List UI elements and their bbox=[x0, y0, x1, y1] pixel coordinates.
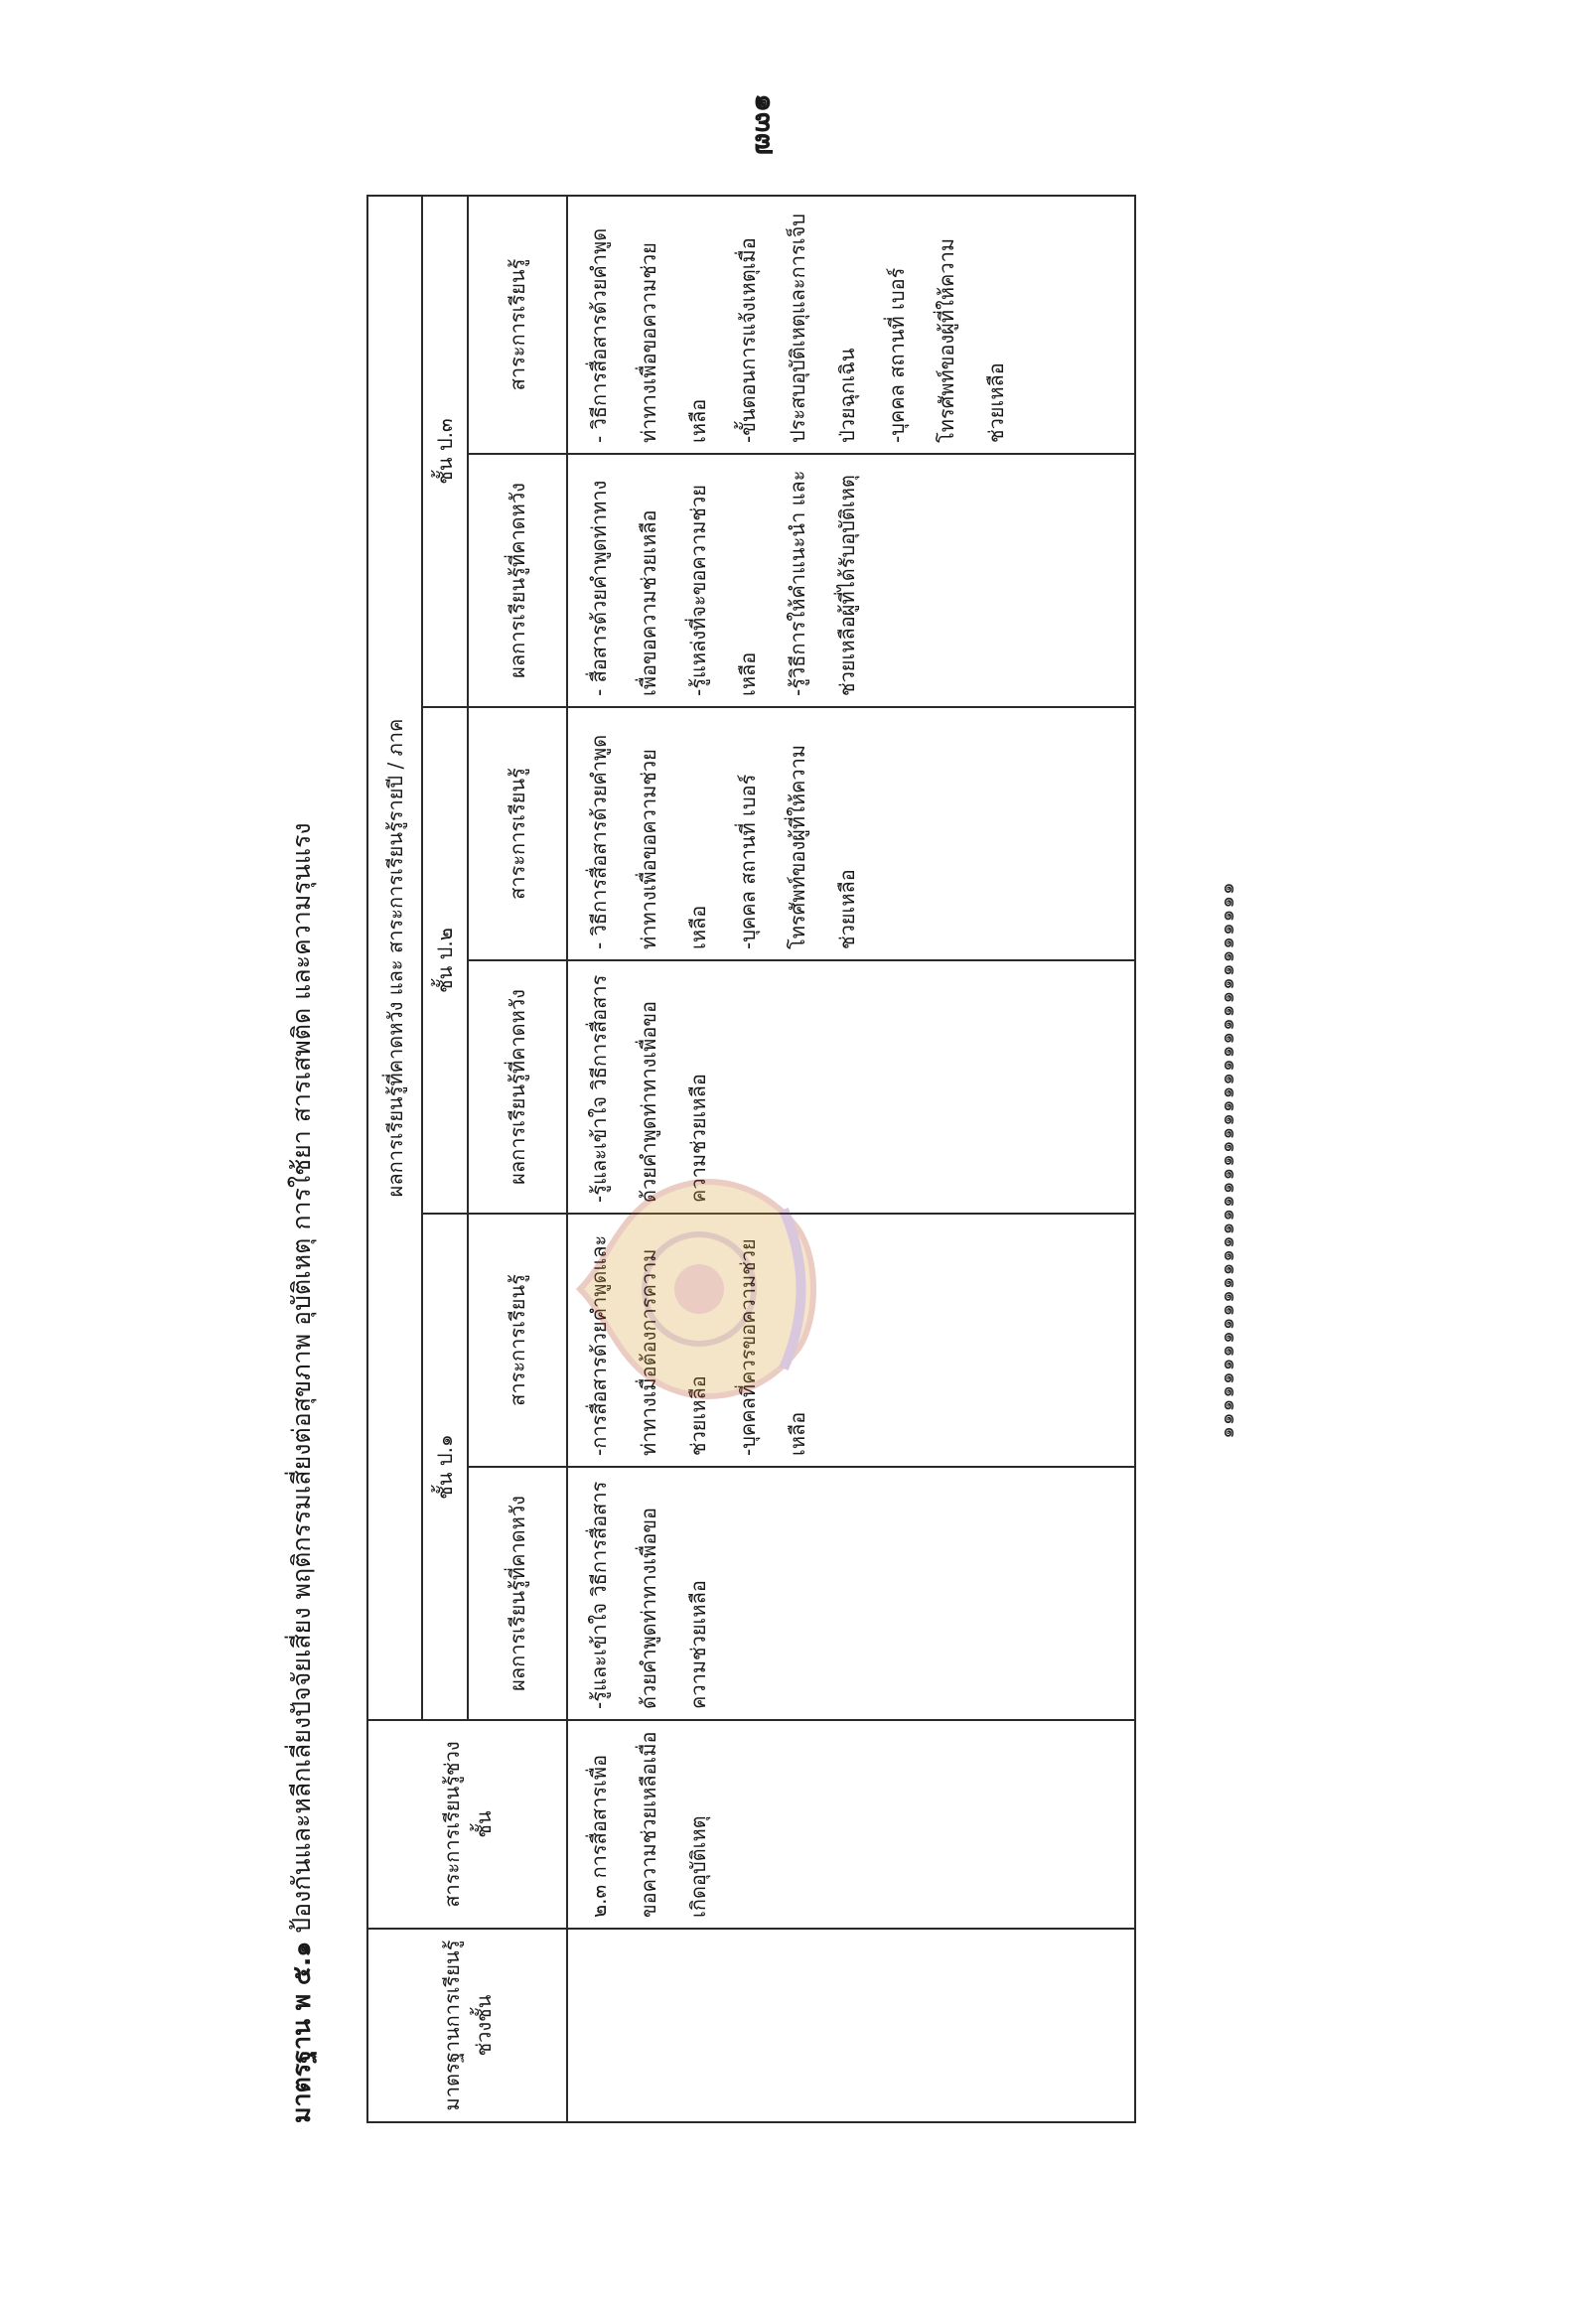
cell-standard bbox=[567, 1929, 1135, 2122]
header-p3-outcome: ผลการเรียนรู้ที่คาดหวัง bbox=[468, 454, 567, 707]
header-grade-p2: ชั้น ป.๒ bbox=[422, 707, 468, 1214]
page-number: ๑๓๗ bbox=[748, 92, 783, 156]
standard-label: มาตรฐาน พ ๕.๑ bbox=[287, 1941, 316, 2123]
standard-description: ป้องกันและหลีกเลี่ยงปัจจัยเสี่ยง พฤติกรรมเสี่ยงต่อสุขภาพ อุบัติเหตุ การใช้ยา สารเสพติด และความรุนแรง bbox=[287, 822, 316, 1934]
header-p1-content: สาระการเรียนรู้ bbox=[468, 1214, 567, 1467]
cell-p3-content: - วิธีการสื่อสารด้วยคำพูด ท่าทางเพื่อขอความช่วยเหลือ -ขั้นตอนการแจ้งเหตุเมื่อประสบอุบัติเหตุและการเจ็บป่วยฉุกเฉิน -บุคคล สถานที่ เบอร์โทรศัพท์ของผู้ที่ให้ความช่วยเหลือ bbox=[567, 196, 1135, 454]
document-body bbox=[252, 197, 1345, 2123]
cell-p1-content: -การสื่อสารด้วยคำพูดและท่าทางเมื่อต้องการความช่วยเหลือ -บุคคลที่ควรขอความช่วยเหลือ bbox=[567, 1214, 1135, 1467]
header-p1-outcome: ผลการเรียนรู้ที่คาดหวัง bbox=[468, 1467, 567, 1720]
header-standard: มาตรฐานการเรียนรู้ช่วงชั้น bbox=[367, 1929, 567, 2122]
footer-digit-line: ๑๑๑๑๑๑๑๑๑๑๑๑๑๑๑๑๑๑๑๑๑๑๑๑๑๑๑๑๑๑๑๑๑๑๑๑๑๑๑๑๑ bbox=[1215, 881, 1238, 1439]
header-grade-p1: ชั้น ป.๑ bbox=[422, 1214, 468, 1720]
curriculum-table-container bbox=[366, 197, 1136, 2123]
page-heading bbox=[272, 197, 332, 2123]
cell-p2-outcome: -รู้และเข้าใจ วิธีการสื่อสารด้วยคำพูดท่าทางเพื่อขอความช่วยเหลือ bbox=[567, 960, 1135, 1214]
table-row bbox=[567, 196, 1135, 2122]
cell-p1-outcome: -รู้และเข้าใจ วิธีการสื่อสารด้วยคำพูดท่าทางเพื่อขอความช่วยเหลือ bbox=[567, 1467, 1135, 1720]
header-p2-outcome: ผลการเรียนรู้ที่คาดหวัง bbox=[468, 960, 567, 1214]
header-p3-content: สาระการเรียนรู้ bbox=[468, 196, 567, 454]
cell-p3-outcome: - สื่อสารด้วยคำพูดท่าทางเพื่อขอความช่วยเหลือ -รู้แหล่งที่จะขอความช่วยเหลือ -รู้วิธีการให้คำแนะนำ และช่วยเหลือผู้ที่ได้รับอุบัติเหตุ bbox=[567, 454, 1135, 707]
header-grade-p3: ชั้น ป.๓ bbox=[422, 196, 468, 707]
curriculum-table bbox=[366, 195, 1136, 2123]
header-expected-group: ผลการเรียนรู้ที่คาดหวัง และ สาระการเรียนรู้รายปี / ภาค bbox=[367, 196, 422, 1720]
header-p2-content: สาระการเรียนรู้ bbox=[468, 707, 567, 960]
cell-content: ๒.๓ การสื่อสารเพื่อขอความช่วยเหลือเมื่อเกิดอุบัติเหตุ bbox=[567, 1720, 1135, 1929]
header-content: สาระการเรียนรู้ช่วงชั้น bbox=[367, 1720, 567, 1929]
cell-p2-content: - วิธีการสื่อสารด้วยคำพูด ท่าทางเพื่อขอความช่วยเหลือ -บุคคล สถานที่ เบอร์โทรศัพท์ของผู้ที่ให้ความช่วยเหลือ bbox=[567, 707, 1135, 960]
